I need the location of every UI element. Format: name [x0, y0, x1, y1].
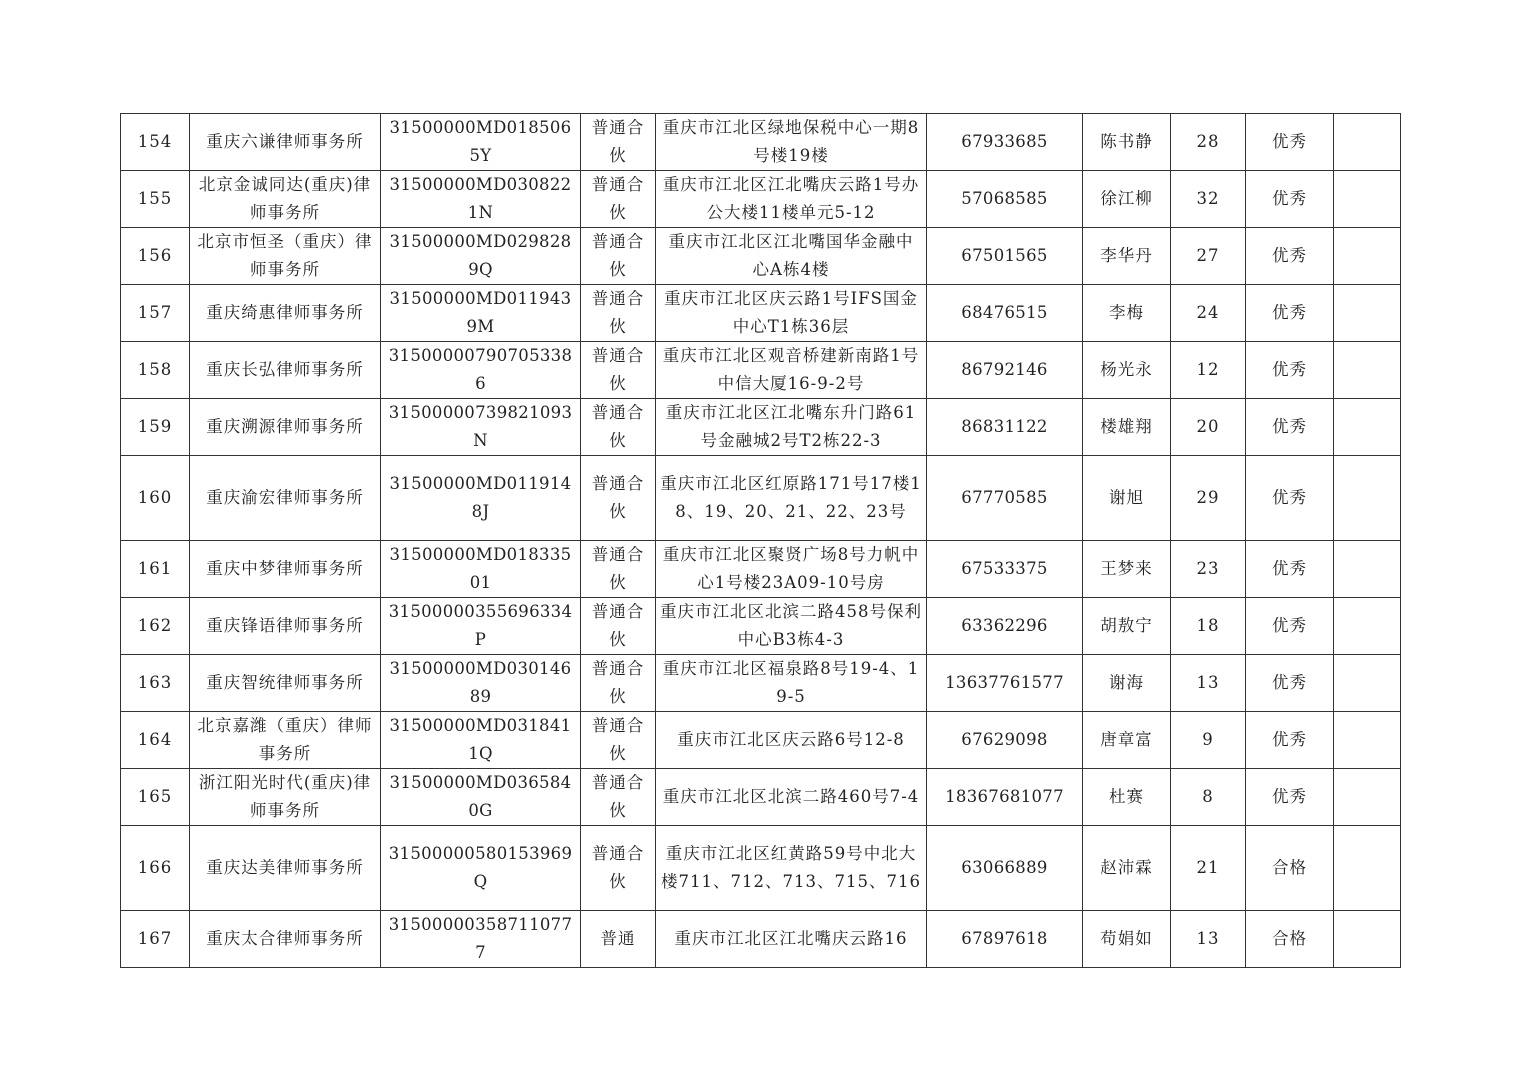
table-row	[121, 541, 1401, 598]
cell-number: 155	[121, 171, 190, 228]
cell-phone: 63362296	[927, 598, 1083, 655]
cell-person: 杜赛	[1083, 769, 1171, 826]
cell-number: 165	[121, 769, 190, 826]
cell-org-type: 普通合伙	[581, 399, 656, 456]
cell-note	[1334, 598, 1401, 655]
cell-phone: 67933685	[927, 114, 1083, 171]
cell-count: 28	[1171, 114, 1246, 171]
cell-person: 李华丹	[1083, 228, 1171, 285]
cell-address: 重庆市江北区北滨二路460号7-4	[656, 769, 927, 826]
cell-number: 160	[121, 456, 190, 541]
cell-license-code: 31500000580153969Q	[381, 826, 581, 911]
cell-address: 重庆市江北区庆云路6号12-8	[656, 712, 927, 769]
cell-count: 12	[1171, 342, 1246, 399]
cell-number: 159	[121, 399, 190, 456]
cell-org-type: 普通合伙	[581, 712, 656, 769]
cell-firm-name: 重庆智统律师事务所	[190, 655, 381, 712]
cell-license-code: 31500000739821093N	[381, 399, 581, 456]
cell-address: 重庆市江北区庆云路1号IFS国金中心T1栋36层	[656, 285, 927, 342]
cell-rating: 优秀	[1246, 712, 1334, 769]
cell-firm-name: 重庆锋语律师事务所	[190, 598, 381, 655]
table-row	[121, 114, 1401, 171]
cell-address: 重庆市江北区红原路171号17楼18、19、20、21、22、23号	[656, 456, 927, 541]
cell-phone: 86792146	[927, 342, 1083, 399]
cell-license-code: 31500000MD0185065Y	[381, 114, 581, 171]
table-row	[121, 399, 1401, 456]
cell-number: 163	[121, 655, 190, 712]
cell-number: 158	[121, 342, 190, 399]
cell-firm-name: 重庆中梦律师事务所	[190, 541, 381, 598]
cell-person: 李梅	[1083, 285, 1171, 342]
cell-count: 20	[1171, 399, 1246, 456]
cell-license-code: 31500000MD0298289Q	[381, 228, 581, 285]
cell-license-code: 315000003587110777	[381, 911, 581, 968]
cell-license-code: 31500000MD01833501	[381, 541, 581, 598]
cell-rating: 合格	[1246, 826, 1334, 911]
cell-license-code: 31500000MD0308221N	[381, 171, 581, 228]
cell-address: 重庆市江北区福泉路8号19-4、19-5	[656, 655, 927, 712]
cell-org-type: 普通合伙	[581, 769, 656, 826]
cell-phone: 67897618	[927, 911, 1083, 968]
cell-count: 29	[1171, 456, 1246, 541]
cell-count: 24	[1171, 285, 1246, 342]
cell-count: 27	[1171, 228, 1246, 285]
cell-firm-name: 北京市恒圣（重庆）律师事务所	[190, 228, 381, 285]
cell-rating: 优秀	[1246, 456, 1334, 541]
table-row	[121, 911, 1401, 968]
cell-person: 唐章富	[1083, 712, 1171, 769]
cell-firm-name: 重庆六谦律师事务所	[190, 114, 381, 171]
cell-note	[1334, 769, 1401, 826]
cell-note	[1334, 456, 1401, 541]
cell-license-code: 31500000MD0365840G	[381, 769, 581, 826]
cell-org-type: 普通合伙	[581, 826, 656, 911]
cell-license-code: 31500000MD0119148J	[381, 456, 581, 541]
cell-note	[1334, 228, 1401, 285]
cell-firm-name: 北京嘉潍（重庆）律师事务所	[190, 712, 381, 769]
cell-rating: 优秀	[1246, 655, 1334, 712]
cell-count: 9	[1171, 712, 1246, 769]
cell-note	[1334, 541, 1401, 598]
cell-firm-name: 浙江阳光时代(重庆)律师事务所	[190, 769, 381, 826]
cell-count: 23	[1171, 541, 1246, 598]
cell-address: 重庆市江北区绿地保税中心一期8号楼19楼	[656, 114, 927, 171]
cell-note	[1334, 911, 1401, 968]
cell-phone: 57068585	[927, 171, 1083, 228]
table-row	[121, 598, 1401, 655]
cell-org-type: 普通合伙	[581, 228, 656, 285]
cell-license-code: 315000007907053386	[381, 342, 581, 399]
cell-phone: 18367681077	[927, 769, 1083, 826]
cell-phone: 13637761577	[927, 655, 1083, 712]
cell-rating: 优秀	[1246, 285, 1334, 342]
cell-count: 13	[1171, 911, 1246, 968]
cell-firm-name: 重庆达美律师事务所	[190, 826, 381, 911]
cell-rating: 优秀	[1246, 171, 1334, 228]
cell-note	[1334, 655, 1401, 712]
cell-org-type: 普通合伙	[581, 171, 656, 228]
cell-rating: 优秀	[1246, 769, 1334, 826]
cell-person: 陈书静	[1083, 114, 1171, 171]
table-row	[121, 285, 1401, 342]
cell-address: 重庆市江北区北滨二路458号保利中心B3栋4-3	[656, 598, 927, 655]
cell-number: 167	[121, 911, 190, 968]
cell-person: 王梦来	[1083, 541, 1171, 598]
cell-firm-name: 重庆绮惠律师事务所	[190, 285, 381, 342]
cell-phone: 67770585	[927, 456, 1083, 541]
table-row	[121, 228, 1401, 285]
cell-phone: 86831122	[927, 399, 1083, 456]
cell-rating: 优秀	[1246, 399, 1334, 456]
cell-person: 赵沛霖	[1083, 826, 1171, 911]
cell-number: 154	[121, 114, 190, 171]
cell-org-type: 普通	[581, 911, 656, 968]
cell-count: 32	[1171, 171, 1246, 228]
cell-person: 徐江柳	[1083, 171, 1171, 228]
cell-note	[1334, 826, 1401, 911]
cell-org-type: 普通合伙	[581, 342, 656, 399]
cell-rating: 优秀	[1246, 541, 1334, 598]
cell-address: 重庆市江北区江北嘴庆云路16	[656, 911, 927, 968]
cell-org-type: 普通合伙	[581, 655, 656, 712]
cell-number: 156	[121, 228, 190, 285]
table-row	[121, 769, 1401, 826]
cell-person: 谢旭	[1083, 456, 1171, 541]
cell-phone: 67501565	[927, 228, 1083, 285]
table-row	[121, 456, 1401, 541]
cell-license-code: 31500000MD0318411Q	[381, 712, 581, 769]
cell-rating: 优秀	[1246, 342, 1334, 399]
cell-count: 18	[1171, 598, 1246, 655]
cell-firm-name: 北京金诚同达(重庆)律师事务所	[190, 171, 381, 228]
cell-firm-name: 重庆长弘律师事务所	[190, 342, 381, 399]
cell-person: 楼雄翔	[1083, 399, 1171, 456]
cell-note	[1334, 285, 1401, 342]
cell-count: 13	[1171, 655, 1246, 712]
cell-number: 166	[121, 826, 190, 911]
cell-number: 157	[121, 285, 190, 342]
cell-address: 重庆市江北区江北嘴东升门路61号金融城2号T2栋22-3	[656, 399, 927, 456]
law-firm-table	[120, 113, 1401, 968]
cell-person: 苟娟如	[1083, 911, 1171, 968]
cell-note	[1334, 171, 1401, 228]
cell-license-code: 31500000MD03014689	[381, 655, 581, 712]
cell-phone: 63066889	[927, 826, 1083, 911]
cell-license-code: 31500000MD0119439M	[381, 285, 581, 342]
cell-address: 重庆市江北区江北嘴国华金融中心A栋4楼	[656, 228, 927, 285]
cell-address: 重庆市江北区江北嘴庆云路1号办公大楼11楼单元5-12	[656, 171, 927, 228]
cell-note	[1334, 399, 1401, 456]
cell-rating: 优秀	[1246, 114, 1334, 171]
cell-person: 谢海	[1083, 655, 1171, 712]
cell-address: 重庆市江北区聚贤广场8号力帆中心1号楼23A09-10号房	[656, 541, 927, 598]
cell-address: 重庆市江北区观音桥建新南路1号中信大厦16-9-2号	[656, 342, 927, 399]
cell-person: 杨光永	[1083, 342, 1171, 399]
cell-number: 164	[121, 712, 190, 769]
cell-count: 21	[1171, 826, 1246, 911]
cell-phone: 67533375	[927, 541, 1083, 598]
cell-firm-name: 重庆溯源律师事务所	[190, 399, 381, 456]
cell-org-type: 普通合伙	[581, 541, 656, 598]
table-row	[121, 655, 1401, 712]
cell-firm-name: 重庆太合律师事务所	[190, 911, 381, 968]
law-firm-table-container	[120, 113, 1401, 968]
cell-address: 重庆市江北区红黄路59号中北大楼711、712、713、715、716	[656, 826, 927, 911]
cell-number: 162	[121, 598, 190, 655]
cell-person: 胡敖宁	[1083, 598, 1171, 655]
table-row	[121, 826, 1401, 911]
cell-license-code: 31500000355696334P	[381, 598, 581, 655]
table-row	[121, 712, 1401, 769]
table-row	[121, 171, 1401, 228]
table-row	[121, 342, 1401, 399]
cell-rating: 优秀	[1246, 598, 1334, 655]
cell-rating: 优秀	[1246, 228, 1334, 285]
cell-number: 161	[121, 541, 190, 598]
cell-count: 8	[1171, 769, 1246, 826]
cell-note	[1334, 114, 1401, 171]
cell-org-type: 普通合伙	[581, 285, 656, 342]
cell-phone: 67629098	[927, 712, 1083, 769]
cell-rating: 合格	[1246, 911, 1334, 968]
cell-note	[1334, 342, 1401, 399]
cell-note	[1334, 712, 1401, 769]
cell-org-type: 普通合伙	[581, 114, 656, 171]
cell-org-type: 普通合伙	[581, 456, 656, 541]
cell-org-type: 普通合伙	[581, 598, 656, 655]
cell-firm-name: 重庆渝宏律师事务所	[190, 456, 381, 541]
cell-phone: 68476515	[927, 285, 1083, 342]
